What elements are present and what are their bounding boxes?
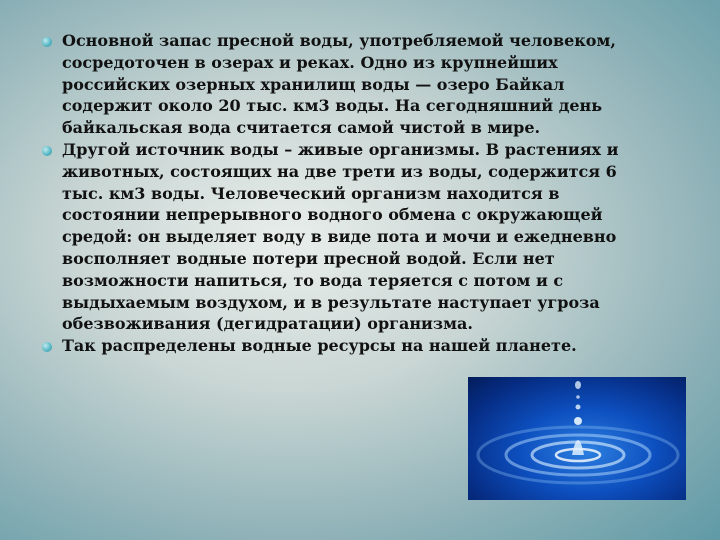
bullet-item (40, 139, 640, 335)
bullet-item (40, 335, 640, 357)
bullet-icon (42, 146, 52, 156)
bullet-icon (42, 342, 52, 352)
bullet-icon (42, 37, 52, 47)
bullet-text: Другой источник воды – живые организмы. В растениях и животных, состоящих на две трети из воды, содержится 6 тыс. км3 воды. Человеческий организм находится в состоянии непрерывного водного обмена с окружающей средой: он выделяет воду в виде пота и мочи и ежедневно восполняет водные потери пресной водой. Если нет возможности напиться, то вода теряется с потом и с выдыхаемым воздухом, и в результате наступает угроза обезвоживания (дегидратации) организма. (62, 139, 619, 334)
water-drop-ripple-image (468, 377, 686, 500)
bullet-text: Так распределены водные ресурсы на нашей планете. (62, 336, 577, 356)
bullet-list (40, 30, 640, 357)
bullet-text: Основной запас пресной воды, употребляемой человеком, сосредоточен в озерах и реках. Одно из крупнейших российских озерных хранилищ воды — озеро Байкал содержит около 20 тыс. км3 воды. На сегодняшний день байкальская вода считается самой чистой в мире. (62, 31, 616, 138)
bullet-item (40, 30, 640, 139)
